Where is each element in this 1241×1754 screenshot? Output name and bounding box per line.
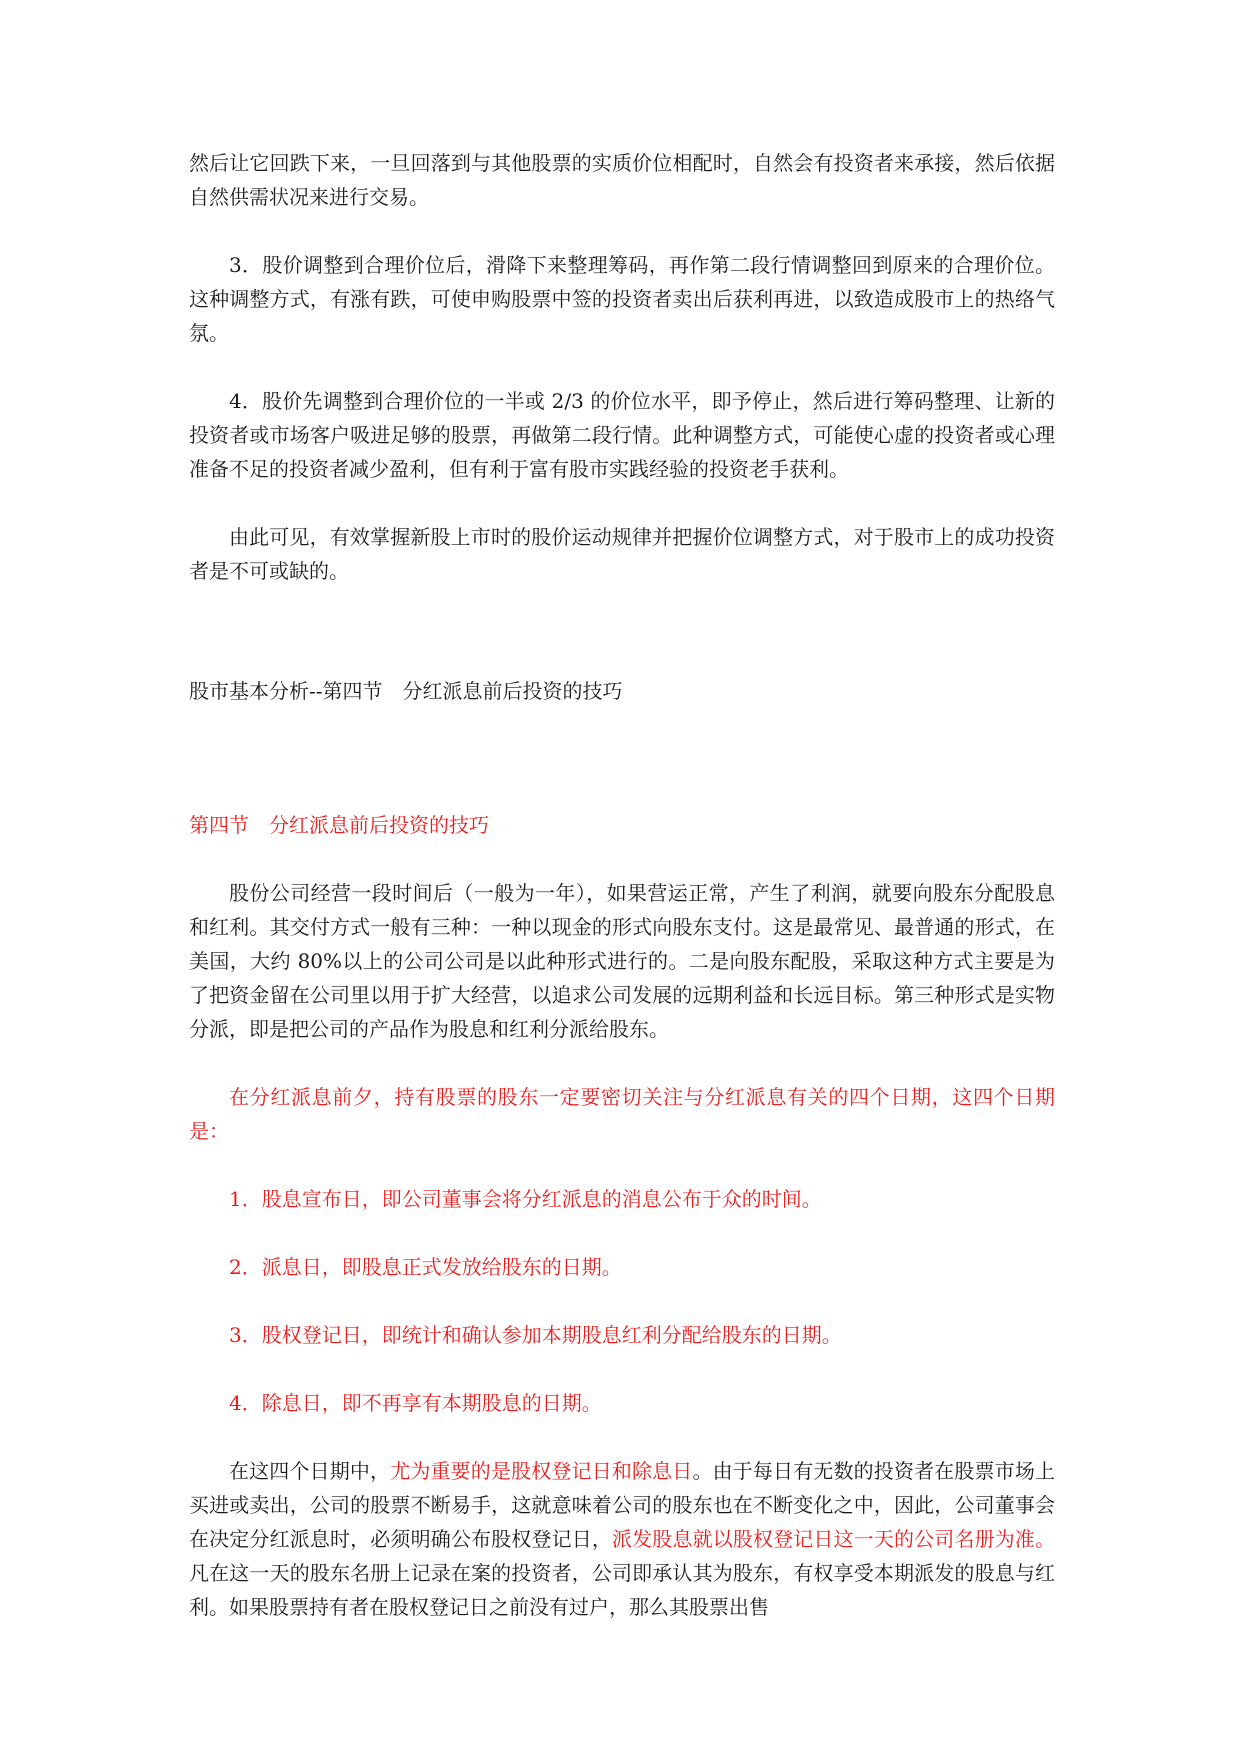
paragraph-record-date — [189, 1454, 1055, 1624]
paragraph-dates-intro: 在分红派息前夕，持有股票的股东一定要密切关注与分红派息有关的四个日期，这四个日期是： — [189, 1085, 1055, 1143]
list-item-date-1: 1．股息宣布日，即公司董事会将分红派息的消息公布于众的时间。 — [229, 1187, 822, 1211]
text-segment: 在这四个日期中， — [229, 1459, 391, 1483]
list-item-date-4: 4．除息日，即不再享有本期股息的日期。 — [229, 1391, 602, 1415]
text-segment: 凡在这一天的股东名册上记录在案的投资者，公司即承认其为股东，有权享受本期派发的股息与红利。如果股票持有者在股权登记日之前没有过户，那么其股票出售 — [189, 1561, 1055, 1619]
article-title: 股市基本分析--第四节 分红派息前后投资的技巧 — [189, 679, 623, 703]
paragraph-continuation: 然后让它回跌下来，一旦回落到与其他股票的实质价位相配时，自然会有投资者来承接，然后依据自然供需状况来进行交易。 — [189, 151, 1055, 209]
paragraph-conclusion: 由此可见，有效掌握新股上市时的股价运动规律并把握价位调整方式，对于股市上的成功投资者是不可或缺的。 — [189, 525, 1055, 583]
document-page — [189, 146, 1055, 1624]
highlight-segment: 尤为重要的是股权登记日和除息日 — [390, 1459, 693, 1483]
paragraph-intro: 股份公司经营一段时间后（一般为一年），如果营运正常，产生了利润，就要向股东分配股息和红利。其交付方式一般有三种：一种以现金的形式向股东支付。这是最常见、最普通的形式，在美国，大约 80%以上的公司公司是以此种形式进行的。二是向股东配股，采取这种方式主要是为了把资金留在公司里以用于扩大经营，以追求公司发展的远期利益和长远目标。第三种形式是实物分派，即是把公司的产品作为股息和红利分派给股东。 — [189, 881, 1055, 1041]
paragraph-item-3: 3．股价调整到合理价位后，滑降下来整理筹码，再作第二段行情调整回到原来的合理价位。这种调整方式，有涨有跌，可使申购股票中签的投资者卖出后获利再进，以致造成股市上的热络气氛。 — [189, 253, 1055, 345]
highlight-segment: 派发股息就以股权登记日这一天的公司名册为准。 — [612, 1527, 1055, 1551]
text-segment: 。由于每日有无数的投资者在股票市场上买进或卖出，公司的股票不断易手，这就意味着公司的股东也在不断变化之中，因此，公司董事会在决定分红派息时，必须明确公布股权登记日， — [189, 1459, 1056, 1551]
paragraph-item-4: 4．股价先调整到合理价位的一半或 2/3 的价位水平，即予停止，然后进行筹码整理、让新的投资者或市场客户吸进足够的股票，再做第二段行情。此种调整方式，可能使心虚的投资者或心理准备不足的投资者减少盈利，但有利于富有股市实践经验的投资老手获利。 — [189, 389, 1055, 481]
list-item-date-2: 2．派息日，即股息正式发放给股东的日期。 — [229, 1255, 622, 1279]
list-item-date-3: 3．股权登记日，即统计和确认参加本期股息红利分配给股东的日期。 — [229, 1323, 842, 1347]
section-heading: 第四节 分红派息前后投资的技巧 — [189, 813, 489, 837]
